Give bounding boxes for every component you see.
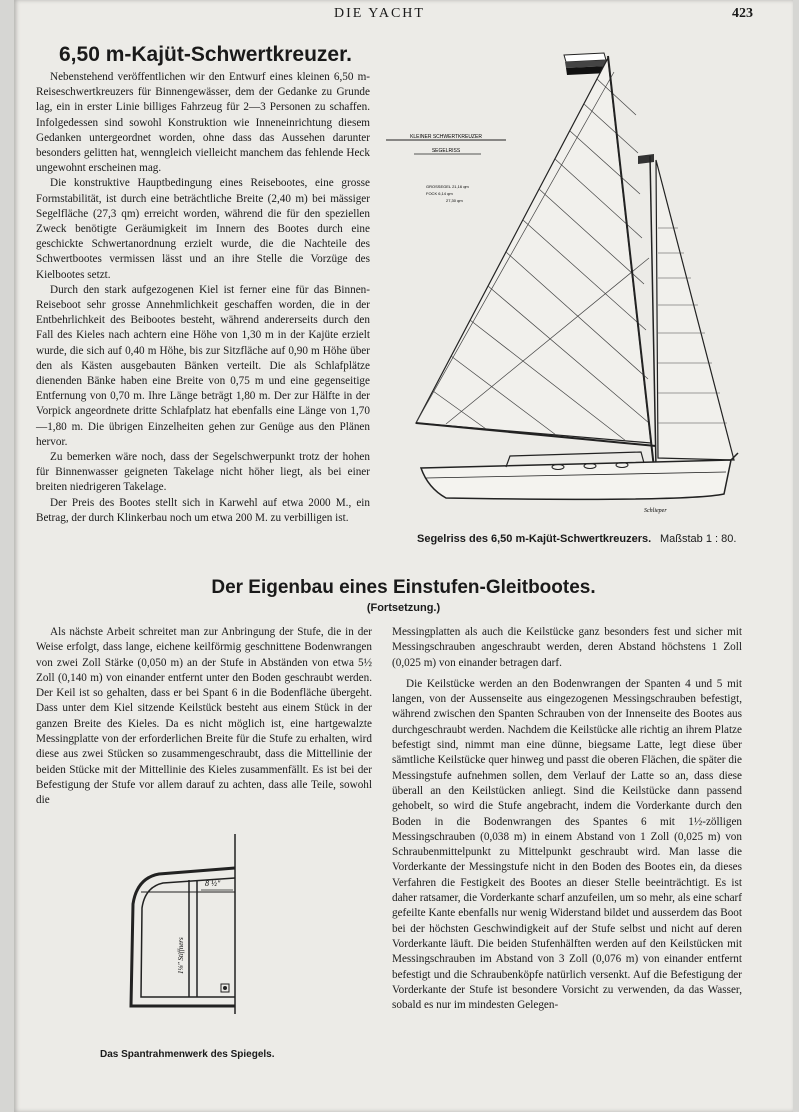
jib <box>656 160 734 460</box>
article1-paragraph: Die konstruktive Hauptbedingung eines Reisebootes, eine grosse Formstabilität, ist durch eine beträchtliche Breite (2,40 m) bei mässiger Segelfläche (27,3 qm) erreicht worden, während die für den speziellen Zweck benötigte Geräumigkeit im Innern des Bootes durch eine geschickte Schwertanordnung erzielt wurde, die die Nachteile des Schwertbootes vermissen lässt und an ihre Stelle die Vorzüge des Kielbootes setzt. <box>36 177 370 281</box>
frame-outer <box>131 868 235 1006</box>
sail-plan-drawing <box>386 48 756 528</box>
drawing-title: KLEINER SCHWERTKREUZER <box>410 134 482 140</box>
article2-paragraph: Messingplatten als auch die Keilstücke ganz besonders fest und sicher mit Messingschrauben angeschraubt werden, deren Abstand höchstens 1 Zoll (0,025 m) von einander betragen darf. <box>392 626 742 669</box>
article1-title: 6,50 m-Kajüt-Schwertkreuzer. <box>59 43 352 66</box>
article1-paragraph: Zu bemerken wäre noch, dass der Segelschwerpunkt trotz der hohen für Binnenwasser geigneten Takelage nicht höher liegt, als bei einer breiten niedrigeren Takelage. <box>36 451 370 494</box>
sail-plan-scale: Maßstab 1 : 80. <box>660 533 737 545</box>
article2-left-column <box>36 625 372 809</box>
article2-paragraph: Als nächste Arbeit schreitet man zur Anbringung der Stufe, die in der Weise erfolgt, dass lange, eichene keilförmig geschnittene Bodenwrangen von zwei Zoll Stärke (0,050 m) an der Stufe in Abständen von etwa 5½ Zoll (0,140 m) von einander entfernt unter den Boden geschraubt werden. Der Keil ist so gehalten, dass er bei Spant 6 in die Bodenfläche übergeht. Dass unter dem Kiel sitzende Keilstück besteht aus einem Stück in der ganzen Breite des Kieles. Da es nicht möglich ist, eine hartgewalzte Messingplatte von der erforderlichen Breite für die Stufe zu erhalten, wird diese aus zwei Stücken so zusammengeschraubt, dass die Mittellinie der beiden Stücke mit der Mittellinie des Kieles zusammenfällt. Es ist bei der Befestigung der Stufe vor allem darauf zu achten, dass alle Teile, sowohl die <box>36 626 372 807</box>
article1-body <box>36 70 370 526</box>
sail-table-row: GROSSEGEL 21,16 qm <box>426 184 469 189</box>
running-head: DIE YACHT <box>334 6 425 21</box>
article1-paragraph: Nebenstehend veröffentlichen wir den Entwurf eines kleinen 6,50 m-Reiseschwertkreuzers für Binnengewässer, dem der Gedanke zu Grunde lag, ein in erster Linie billiges Fahrzeug für 2—3 Personen zu schaffen. Infolgedessen sind sowohl Konstruktion wie Inneneinrichtung diesem Gedanken untergeordnet worden, ohne dass das Aussehen darunter besonders gelitten hat, wenngleich vielleicht manchem das fehlende Heck ungewohnt erscheinen mag. <box>36 71 370 175</box>
sail-table-row: FOCK 6,14 qm <box>426 191 453 196</box>
dimension-label: 8 ½″ <box>205 879 221 888</box>
hull <box>421 460 731 499</box>
sail-table-row: 27,30 qm <box>446 198 463 203</box>
drawing-subtitle: SEGELRISS <box>431 148 461 154</box>
magazine-page <box>14 0 793 1112</box>
transom-frame-caption: Das Spantrahmenwerk des Spiegels. <box>100 1049 275 1060</box>
stiffener-label: 1⅛″ Stiffners <box>177 937 185 974</box>
mainsail <box>416 58 651 443</box>
article1-paragraph: Der Preis des Bootes stellt sich in Karwehl auf etwa 2000 M., ein Betrag, der durch Klinkerbau noch um etwa 200 M. zu verbilligen ist. <box>36 496 370 524</box>
page-number: 423 <box>732 6 753 21</box>
transom-frame-drawing <box>119 834 269 1014</box>
article1-paragraph: Durch den stark aufgezogenen Kiel ist ferner eine für das Binnen-Reiseboot sehr grosse Annehmlichkeit geschaffen worden, die in der Entbehrlichkeit des Beibootes besteht, während andererseits durch den Fall des Kieles nach achtern eine Höhe von 1,30 m in der Kajüte erzielt wurde, die sich auf 0,40 m Höhe, bis zur Sitzfläche auf 0,90 m Höhe über den als Kästen ausgebauten Bänken verteilt. Die als Schlafplätze dienenden Bänke haben eine Breite von 0,75 m und eine gegenseitige Entfernung von 0,70 m. Ihre Länge beträgt 1,80 m. Der zur Hälfte in der Vorpick angeordnete dritte Schlafplatz hat ebenfalls eine Länge von 1,70—1,80 m. Die übrigen Einzelheiten gehen zur Genüge aus den Plänen hervor. <box>36 283 370 448</box>
sail-plan-caption: Segelriss des 6,50 m-Kajüt-Schwertkreuzers. <box>417 533 652 545</box>
article2-right-column <box>392 625 742 1013</box>
drawing-signature: Schlieper <box>644 508 667 514</box>
foremast <box>650 156 656 468</box>
frame-inner <box>141 878 235 997</box>
article2-subtitle: (Fortsetzung.) <box>366 602 441 614</box>
article2-title: Der Eigenbau eines Einstufen-Gleitbootes. <box>211 577 596 598</box>
article2-paragraph: Die Keilstücke werden an den Bodenwrangen der Spanten 4 und 5 mit langen, von der Aussenseite aus eingezogenen Messingschrauben befestigt, während zwischen den Spanten Schrauben von der Innenseite des Bootes aus durchgeschraubt werden. Nachdem die Keilstücke alle richtig an ihrem Platze befestigt sind, nimmt man eine dünne, biegsame Latte, legt diese über sämtliche Keilstücke quer hinweg und passt die oberen Flächen, die später die Messingstufe aufnehmen sollen, dem Verlauf der Latte so an, dass diese überall an den Keilstücken anliegt. Sind die Keilstücke dann passend gehobelt, so wird die Stufe angebracht, indem die Vorderkante durch den Boden in die Bodenwrangen des Spantes 6 mit 1½-zölligen Messingschrauben (0,038 m) in einem Abstand von 1 Zoll (0,025 m) von Schraubenmittelpunkt zu Mittelpunkt geschraubt wird. Man lasse die Vorderkante der Messingstufe nicht in den Boden des Bootes ein, da dieses Verfahren die Festigkeit des Bootes an dieser Stelle beeinträchtigt. Es ist daher ratsamer, die Vorderkante scharf anzufeilen, um so mehr, als eine scharf gefeilte Kante ebenfalls nur wenig Widerstand bildet und ausserdem das Boot bei der höchsten Geschwindigkeit auf der Stufe selbst und nicht auf deren Vorderkante läuft. Die beiden Stufenhälften werden auf den Keilstücken mit Messingschrauben im Abstand von 3 Zoll (0,076 m) von einander entfernt befestigt und die Schraubenköpfe natürlich versenkt. Auf die Befestigung der Vorderkante der Stufe ist besondere Vorsicht zu verwenden, da das Wasser, sobald es nur im mindesten Gelegen- <box>392 677 742 1012</box>
fore-flag <box>638 154 654 164</box>
